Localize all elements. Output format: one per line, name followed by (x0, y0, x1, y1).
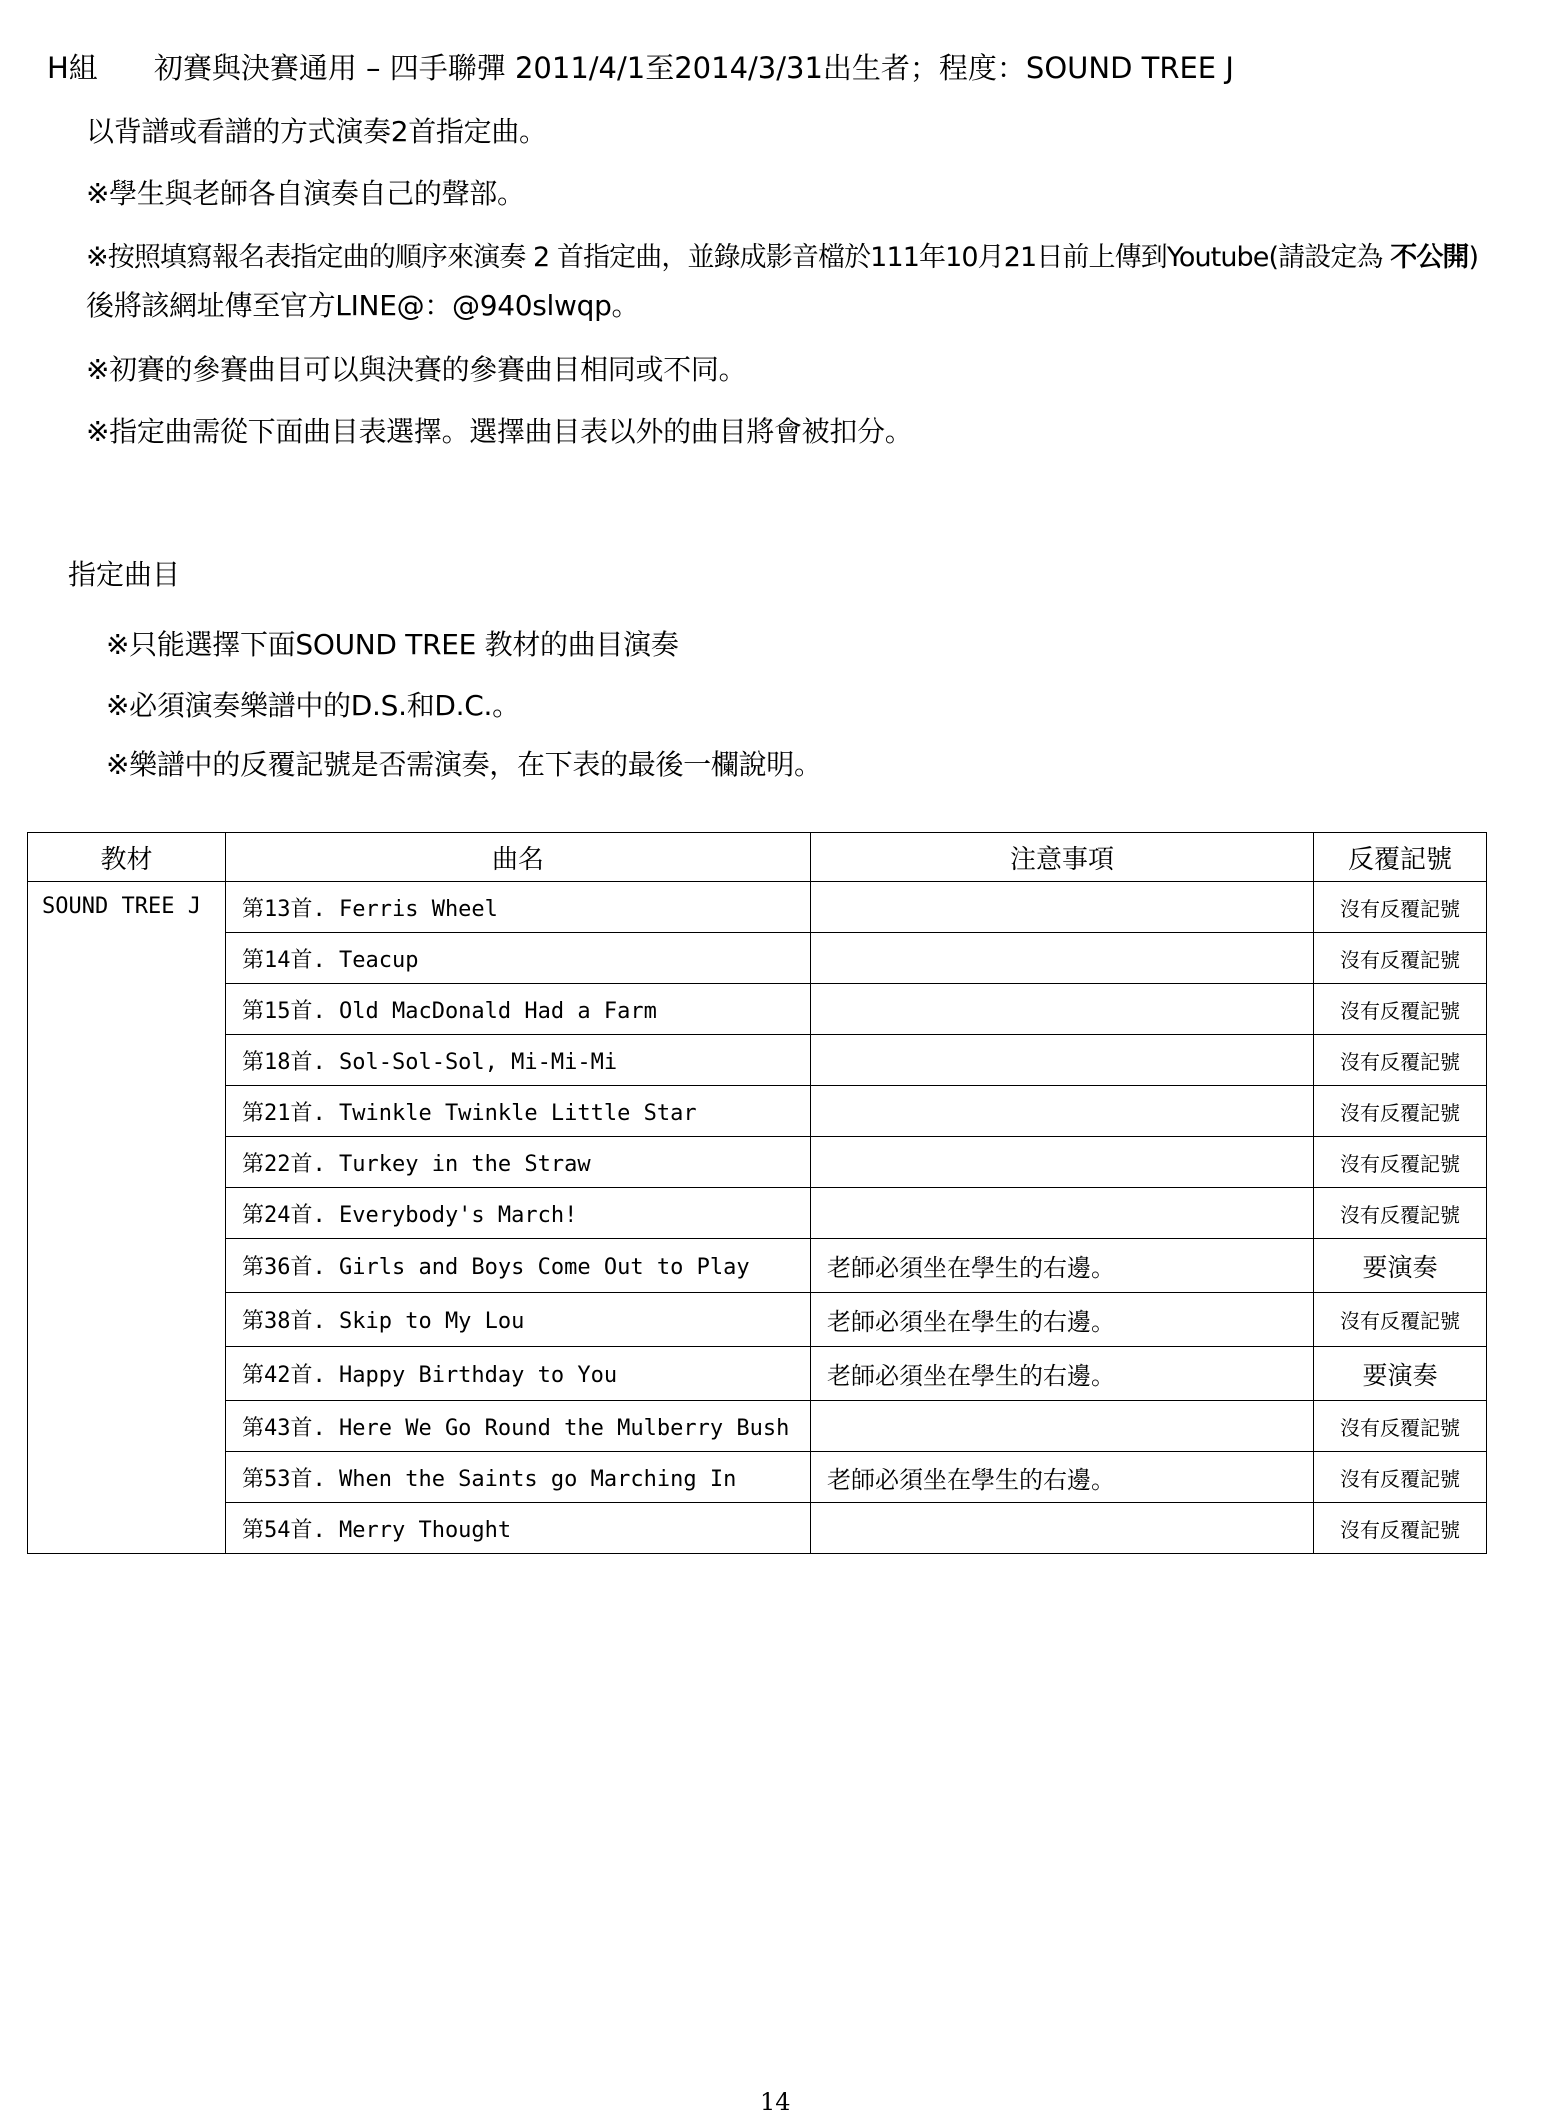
song-note-cell (811, 1035, 1314, 1086)
song-title-cell: 第43首. Here We Go Round the Mulberry Bush (226, 1401, 811, 1452)
song-repeat-cell: 沒有反覆記號 (1314, 933, 1487, 984)
song-repeat-cell: 沒有反覆記號 (1314, 1503, 1487, 1554)
section-note-3: ※樂譜中的反覆記號是否需演奏，在下表的最後一欄說明。 (106, 748, 822, 781)
header-title: 曲名 (226, 833, 811, 882)
song-repeat-cell: 沒有反覆記號 (1314, 1401, 1487, 1452)
song-note-cell: 老師必須坐在學生的右邊。 (811, 1239, 1314, 1293)
song-repeat-cell: 沒有反覆記號 (1314, 1137, 1487, 1188)
table-row (28, 1086, 1487, 1137)
section-note-1: ※只能選擇下面SOUND TREE 教材的曲目演奏 (106, 628, 679, 661)
song-repeat-cell: 沒有反覆記號 (1314, 1086, 1487, 1137)
song-note-cell: 老師必須坐在學生的右邊。 (811, 1347, 1314, 1401)
song-title-cell: 第42首. Happy Birthday to You (226, 1347, 811, 1401)
song-title-cell: 第15首. Old MacDonald Had a Farm (226, 984, 811, 1035)
table-row (28, 1239, 1487, 1293)
instruction-line-2: ※學生與老師各自演奏自己的聲部。 (86, 177, 525, 210)
song-repeat-cell: 要演奏 (1314, 1347, 1487, 1401)
song-title-cell: 第38首. Skip to My Lou (226, 1293, 811, 1347)
table-row (28, 1347, 1487, 1401)
song-repeat-cell: 要演奏 (1314, 1239, 1487, 1293)
table-row (28, 1035, 1487, 1086)
song-title-cell: 第21首. Twinkle Twinkle Little Star (226, 1086, 811, 1137)
table-header-row (28, 833, 1487, 882)
page-header (47, 46, 1234, 87)
table-row (28, 1137, 1487, 1188)
section-note-2: ※必須演奏樂譜中的D.S.和D.C.。 (106, 689, 520, 722)
song-title-cell: 第14首. Teacup (226, 933, 811, 984)
song-repeat-cell: 沒有反覆記號 (1314, 1035, 1487, 1086)
table-row (28, 1503, 1487, 1554)
instruction-line-3 (86, 235, 1478, 274)
song-title-cell: 第54首. Merry Thought (226, 1503, 811, 1554)
song-repeat-cell: 沒有反覆記號 (1314, 1188, 1487, 1239)
table-row (28, 1293, 1487, 1347)
instruction-line-3-text: ※按照填寫報名表指定曲的順序來演奏 2 首指定曲，並錄成影音檔於111年10月21日前上傳到Youtube(請設定為 (86, 242, 1391, 273)
instruction-line-5: ※初賽的參賽曲目可以與決賽的參賽曲目相同或不同。 (86, 353, 747, 386)
song-title-cell: 第53首. When the Saints go Marching In (226, 1452, 811, 1503)
group-label: H組 (47, 51, 98, 85)
book-cell: SOUND TREE J (28, 882, 226, 1554)
song-repeat-cell: 沒有反覆記號 (1314, 1293, 1487, 1347)
song-note-cell: 老師必須坐在學生的右邊。 (811, 1452, 1314, 1503)
instruction-line-4: 後將該網址傳至官方LINE@：@940slwqp。 (86, 289, 640, 322)
song-title-cell: 第24首. Everybody's March! (226, 1188, 811, 1239)
header-book: 教材 (28, 833, 226, 882)
song-note-cell (811, 984, 1314, 1035)
instruction-line-3-end: ) (1468, 242, 1479, 273)
song-repeat-cell: 沒有反覆記號 (1314, 1452, 1487, 1503)
song-note-cell (811, 1401, 1314, 1452)
table-row (28, 882, 1487, 933)
table-row (28, 1401, 1487, 1452)
song-note-cell (811, 882, 1314, 933)
song-title-cell: 第36首. Girls and Boys Come Out to Play (226, 1239, 811, 1293)
instruction-line-1: 以背譜或看譜的方式演奏2首指定曲。 (86, 115, 547, 148)
song-note-cell (811, 1086, 1314, 1137)
song-note-cell: 老師必須坐在學生的右邊。 (811, 1293, 1314, 1347)
song-note-cell (811, 1503, 1314, 1554)
header-notes: 注意事項 (811, 833, 1314, 882)
header-repeat: 反覆記號 (1314, 833, 1487, 882)
song-title-cell: 第18首. Sol-Sol-Sol, Mi-Mi-Mi (226, 1035, 811, 1086)
instruction-line-6: ※指定曲需從下面曲目表選擇。選擇曲目表以外的曲目將會被扣分。 (86, 415, 913, 448)
song-title-cell: 第22首. Turkey in the Straw (226, 1137, 811, 1188)
group-description: 初賽與決賽通用 – 四手聯彈 2011/4/1至2014/3/31出生者；程度：SOUND TREE J (153, 51, 1234, 85)
table-row (28, 1188, 1487, 1239)
table-row (28, 933, 1487, 984)
song-note-cell (811, 1137, 1314, 1188)
table-row (28, 984, 1487, 1035)
song-note-cell (811, 933, 1314, 984)
instruction-line-3-bold: 不公開 (1390, 242, 1469, 273)
section-title: 指定曲目 (68, 558, 181, 591)
song-title-cell: 第13首. Ferris Wheel (226, 882, 811, 933)
page-number: 14 (760, 2088, 791, 2116)
song-repeat-cell: 沒有反覆記號 (1314, 882, 1487, 933)
song-repeat-cell: 沒有反覆記號 (1314, 984, 1487, 1035)
song-table (27, 832, 1487, 1554)
table-row (28, 1452, 1487, 1503)
song-table-body (28, 882, 1487, 1554)
song-note-cell (811, 1188, 1314, 1239)
